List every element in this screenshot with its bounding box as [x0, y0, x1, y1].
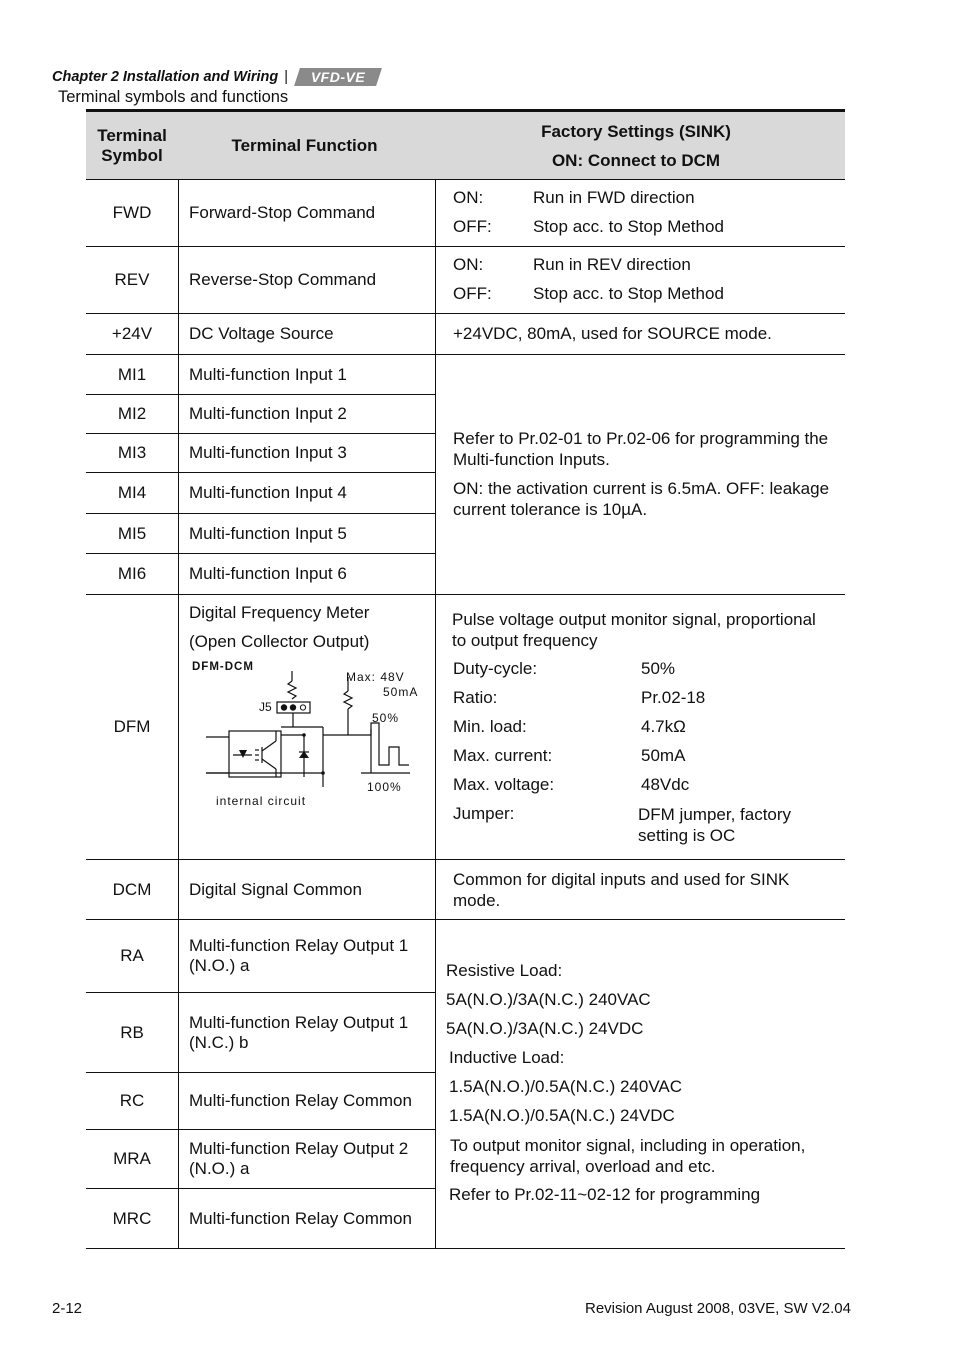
symbol-mi3: MI3: [117, 443, 147, 462]
symbol-mi4: MI4: [117, 483, 147, 502]
rev-off-key: OFF:: [453, 284, 492, 303]
diagram-label-50: 50%: [372, 711, 400, 725]
relay-setting-line: To output monitor signal, including in operation, frequency arrival, overload and etc.: [450, 1136, 806, 1176]
function-24v: DC Voltage Source: [189, 324, 334, 343]
header-symbol: Terminal Symbol: [86, 112, 178, 179]
symbol-24v: +24V: [111, 324, 153, 343]
relay-setting-line: Inductive Load:: [449, 1048, 565, 1067]
header-function: Terminal Function: [178, 112, 435, 179]
dfm-spec-value: 4.7kΩ: [641, 717, 686, 736]
header-settings: Factory Settings (SINK) ON: Connect to DCM: [435, 112, 845, 179]
function-mi1: Multi-function Input 1: [189, 364, 347, 384]
relay-setting-line: Refer to Pr.02-11~02-12 for programming: [449, 1185, 761, 1204]
fwd-off-key: OFF:: [453, 217, 492, 236]
relay-setting-line: 5A(N.O.)/3A(N.C.) 240VAC: [446, 990, 651, 1009]
function-mrc: Multi-function Relay Common: [189, 1208, 412, 1228]
setting-dcm: Common for digital inputs and used for SINK mode.: [453, 870, 790, 910]
dfm-spec-key: Min. load:: [453, 717, 527, 736]
function-dfm-line2: (Open Collector Output): [189, 632, 370, 651]
relay-setting-line: 1.5A(N.O.)/0.5A(N.C.) 240VAC: [449, 1077, 683, 1096]
function-dcm: Digital Signal Common: [189, 879, 362, 899]
chapter-heading: [52, 68, 379, 86]
symbol-rev: REV: [114, 270, 150, 289]
symbol-mi6: MI6: [117, 564, 147, 583]
function-mi6: Multi-function Input 6: [189, 564, 347, 583]
dfm-spec-value: 48Vdc: [641, 775, 690, 794]
row-rule: [86, 594, 845, 595]
dfm-spec-key: Max. voltage:: [453, 775, 555, 794]
function-mi3: Multi-function Input 3: [189, 443, 347, 462]
column-divider: [435, 111, 436, 1248]
rev-off-value: Stop acc. to Stop Method: [533, 284, 724, 303]
dfm-spec-key: Jumper:: [453, 804, 515, 823]
rev-on-key: ON:: [453, 255, 484, 274]
symbol-dfm: DFM: [113, 717, 151, 736]
mi-setting-programming: Refer to Pr.02-01 to Pr.02-06 for programming the Multi-function Inputs.: [453, 429, 829, 469]
diagram-label-max-voltage: Max: 48V: [346, 670, 405, 684]
rev-on-value: Run in REV direction: [533, 255, 691, 274]
table-bottom-rule: [86, 1248, 845, 1249]
diagram-label-100: 100%: [367, 780, 402, 794]
dfm-spec-key: Ratio:: [453, 688, 498, 707]
function-rev: Reverse-Stop Command: [189, 270, 377, 289]
chapter-separator: |: [284, 69, 289, 85]
function-rc: Multi-function Relay Common: [189, 1091, 412, 1110]
function-rb: Multi-function Relay Output 1 (N.C.) b: [189, 1012, 409, 1052]
symbol-ra: RA: [120, 946, 144, 965]
symbol-fwd: FWD: [112, 203, 152, 222]
setting-24v: +24VDC, 80mA, used for SOURCE mode.: [453, 324, 772, 343]
dfm-spec-value: 50mA: [641, 746, 686, 765]
mi-setting-current: ON: the activation current is 6.5mA. OFF: leakage current tolerance is 10µA.: [453, 479, 830, 519]
function-mi2: Multi-function Input 2: [189, 404, 347, 423]
dfm-spec-value: Pr.02-18: [641, 688, 706, 707]
function-fwd: Forward-Stop Command: [189, 203, 376, 222]
dfm-spec-key: Duty-cycle:: [453, 659, 538, 678]
dfm-spec-value: 50%: [641, 659, 676, 678]
fwd-on-value: Run in FWD direction: [533, 188, 695, 207]
page-number: 2-12: [52, 1300, 83, 1317]
symbol-mi5: MI5: [117, 523, 147, 543]
fwd-off-value: Stop acc. to Stop Method: [533, 217, 724, 236]
diagram-label-dfm-dcm: DFM-DCM: [192, 661, 254, 673]
function-mra: Multi-function Relay Output 2 (N.O.) a: [189, 1139, 409, 1178]
symbol-rb: RB: [120, 1022, 144, 1042]
function-mi4: Multi-function Input 4: [189, 483, 347, 502]
diagram-label-internal-circuit: internal circuit: [216, 794, 307, 808]
dfm-setting-intro: Pulse voltage output monitor signal, proportional to output frequency: [452, 610, 816, 650]
section-title: Terminal symbols and functions: [58, 88, 289, 106]
function-dfm-line1: Digital Frequency Meter: [189, 603, 370, 622]
vfd-ve-logo: VFD-VE: [294, 68, 382, 86]
dfm-spec-key: Max. current:: [453, 746, 553, 765]
diagram-label-j5: J5: [259, 700, 272, 714]
symbol-mi1: MI1: [117, 364, 147, 384]
symbol-rc: RC: [119, 1091, 145, 1110]
symbol-mra: MRA: [113, 1149, 151, 1168]
chapter-title: Chapter 2 Installation and Wiring: [52, 69, 279, 85]
relay-setting-line: 1.5A(N.O.)/0.5A(N.C.) 24VDC: [449, 1106, 675, 1125]
revision-note: Revision August 2008, 03VE, SW V2.04: [585, 1300, 851, 1317]
fwd-on-key: ON:: [453, 188, 484, 207]
relay-setting-line: Resistive Load:: [446, 961, 563, 980]
function-ra: Multi-function Relay Output 1 (N.O.) a: [189, 936, 409, 975]
dfm-spec-value: DFM jumper, factory setting is OC: [638, 805, 792, 845]
symbol-mrc: MRC: [112, 1208, 152, 1228]
function-mi5: Multi-function Input 5: [189, 523, 347, 543]
relay-setting-line: 5A(N.O.)/3A(N.C.) 24VDC: [446, 1019, 644, 1038]
diagram-label-max-current: 50mA: [383, 685, 419, 699]
symbol-mi2: MI2: [117, 404, 147, 423]
symbol-dcm: DCM: [112, 879, 152, 899]
